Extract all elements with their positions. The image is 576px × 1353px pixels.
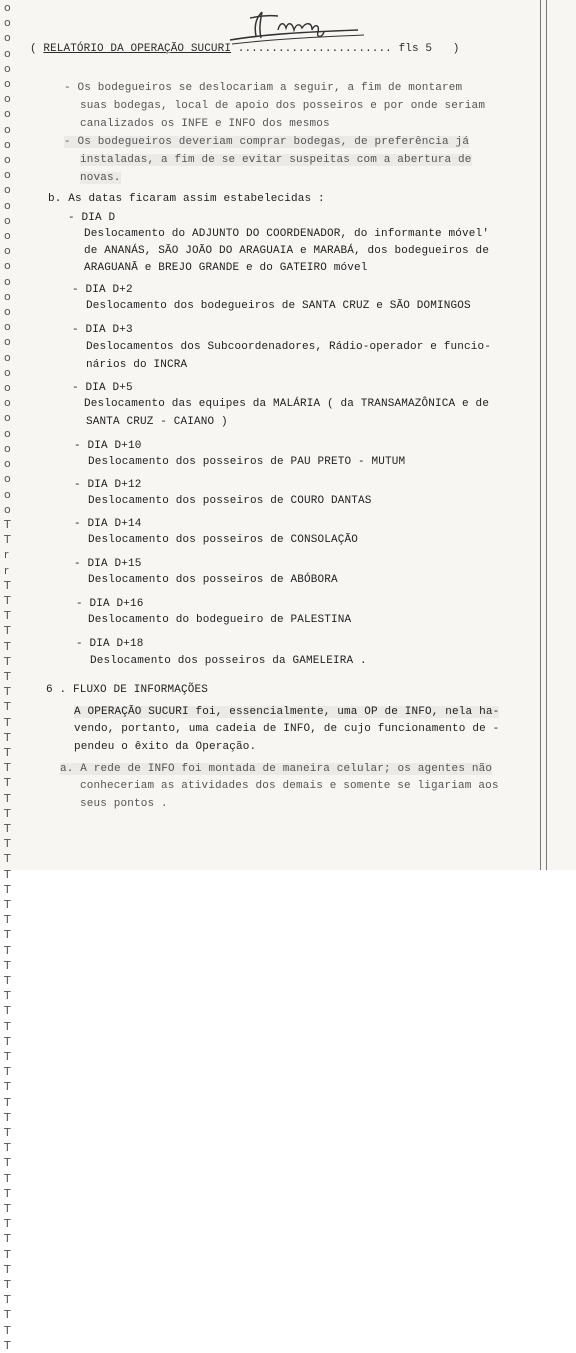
schedule-detail: ARAGUANÃ e BREJO GRANDE e do GATEIRO móvel (84, 262, 368, 274)
header-close-paren: ) (452, 43, 460, 55)
schedule-day: - DIA D+5 (72, 382, 133, 394)
section-b-heading: b. As datas ficaram assim estabelecidas : (48, 193, 325, 205)
header-dots: ....................... (237, 43, 392, 55)
schedule-detail: Deslocamento do bodegueiro de PALESTINA (88, 614, 352, 626)
schedule-day: - DIA D+10 (74, 440, 142, 452)
schedule-detail: Deslocamentos dos Subcoordenadores, Rádio-operador e funcio- (86, 341, 492, 353)
header-open-paren: ( (30, 43, 37, 55)
schedule-detail: Deslocamento das equipes da MALÁRIA ( da TRANSAMAZÔNICA e de (84, 398, 490, 410)
schedule-day: - DIA D+18 (76, 638, 144, 650)
schedule-detail: Deslocamento dos posseiros de ABÓBORA (88, 574, 338, 586)
schedule-day: - DIA D (68, 212, 116, 224)
schedule-detail: Deslocamento do ADJUNTO DO COORDENADOR, do informante móvel' (84, 228, 490, 240)
schedule-detail: de ANANÁS, SÃO JOÃO DO ARAGUAIA e MARABÁ, dos bodegueiros de (84, 245, 490, 257)
schedule-day: - DIA D+3 (72, 324, 133, 336)
page-ref: fls 5 (398, 43, 433, 55)
intro-bullet-2-line-2: instaladas, a fim de se evitar suspeitas com a abertura de (80, 154, 472, 166)
report-title: RELATÓRIO DA OPERAÇÃO SUCURI (43, 43, 232, 55)
schedule-detail: Deslocamento dos bodegueiros de SANTA CRUZ e SÃO DOMINGOS (86, 300, 471, 312)
schedule-day: - DIA D+16 (76, 598, 144, 610)
intro-bullet-1-line-1: - Os bodegueiros se deslocariam a seguir, a fim de montarem (64, 82, 463, 94)
section-6-para-line-3: pendeu o êxito da Operação. (74, 741, 257, 753)
schedule-detail: Deslocamento dos posseiros de COURO DANTAS (88, 495, 372, 507)
report-header (30, 43, 550, 55)
section-6-heading: 6 . FLUXO DE INFORMAÇÕES (46, 684, 209, 696)
schedule-detail: SANTA CRUZ - CAIANO ) (86, 416, 228, 428)
schedule-day: - DIA D+12 (74, 479, 142, 491)
binding-holes: o o o o o o o o o o o o o o o o o o o o o o o o o o o o o o o o o o T T r r T T T T T T T T T T T T T T T T T T T T T T T T T T T T T T T T T T T T T T T T T T T T T T T T T T T (4, 1, 11, 1352)
right-margin-line-2 (546, 0, 547, 870)
right-margin-line (540, 0, 541, 870)
schedule-day: - DIA D+15 (74, 558, 142, 570)
schedule-day: - DIA D+2 (72, 284, 133, 296)
schedule-day: - DIA D+14 (74, 518, 142, 530)
bottom-margin (0, 870, 576, 948)
item-a-line-3: seus pontos . (80, 798, 168, 810)
schedule-detail: Deslocamento dos posseiros de PAU PRETO - MUTUM (88, 456, 406, 468)
intro-bullet-1-line-2: suas bodegas, local de apoio dos posseiros e por onde seriam (80, 100, 486, 112)
schedule-detail: Deslocamento dos posseiros de CONSOLAÇÃO (88, 534, 359, 546)
item-a-line-1: a. A rede de INFO foi montada de maneira celular; os agentes não (60, 763, 493, 775)
schedule-detail: Deslocamento dos posseiros da GAMELEIRA . (90, 655, 367, 667)
section-6-para-line-2: vendo, portanto, uma cadeia de INFO, de cujo funcionamento de - (74, 723, 500, 735)
intro-bullet-2-line-3: novas. (80, 172, 121, 184)
intro-bullet-1-line-3: canalizados os INFE e INFO dos mesmos (80, 118, 330, 130)
intro-bullet-2-line-1: - Os bodegueiros deveriam comprar bodegas, de preferência já (64, 136, 470, 148)
section-6-para-line-1: A OPERAÇÃO SUCURI foi, essencialmente, uma OP de INFO, nela ha- (74, 706, 500, 718)
item-a-line-2: conheceriam as atividades dos demais e somente se ligariam aos (80, 780, 499, 792)
schedule-detail: nários do INCRA (86, 359, 188, 371)
